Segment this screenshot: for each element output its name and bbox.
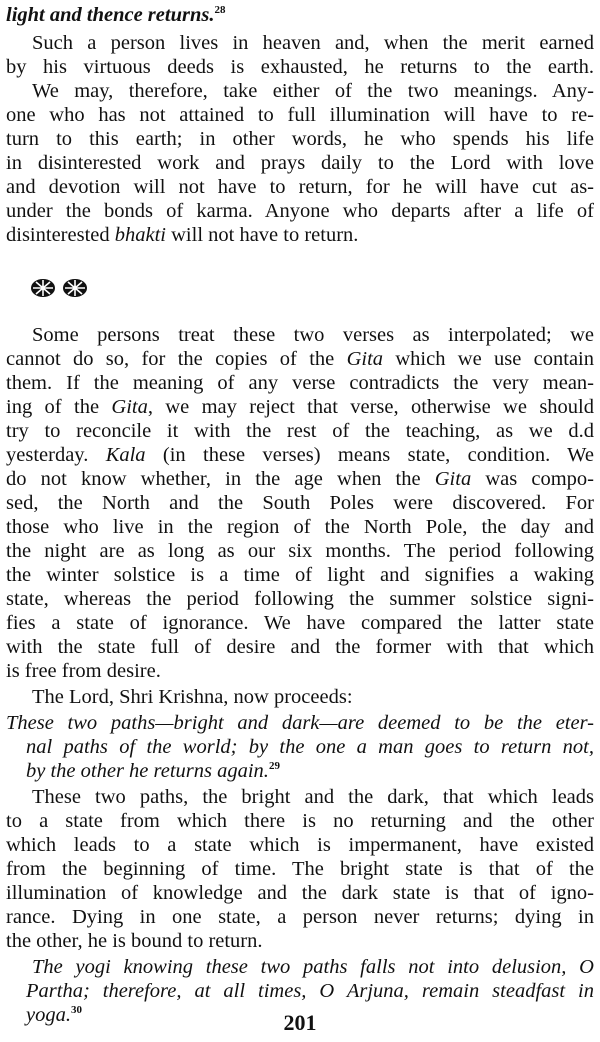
- text-line: ing of the Gita, we may reject that verse, otherwise we should: [6, 396, 594, 418]
- text-line: disinterested bhakti will not have to return.: [6, 224, 359, 246]
- text-line: cannot do so, for the copies of the Gita which we use contain: [6, 348, 594, 370]
- text-line: try to reconcile it with the rest of the teaching, as we d.d: [6, 420, 594, 442]
- text-line: them. If the meaning of any verse contradicts the very mean-: [6, 372, 594, 394]
- text-line: do not know whether, in the age when the Gita was compo-: [6, 468, 594, 490]
- text-line: and devotion will not have to return, for he will have cut as-: [6, 176, 594, 198]
- verse-line: yoga.$^{30}$: [26, 1004, 82, 1026]
- flower-ornament-icon: [62, 278, 88, 298]
- verse-line: The yogi knowing these two paths falls not into delusion, O: [32, 956, 594, 978]
- text-line: one who has not attained to full illumination will have to re-: [6, 104, 594, 126]
- text-line: rance. Dying in one state, a person never returns; dying in: [6, 906, 594, 928]
- text-line: yesterday. Kala (in these verses) means state, condition. We: [6, 444, 594, 466]
- text-line: state, whereas the period following the summer solstice signi-: [6, 588, 594, 610]
- text-line: Some persons treat these two verses as interpolated; we: [32, 324, 594, 346]
- text-line: is free from desire.: [6, 660, 161, 682]
- verse-line: by the other he returns again.$^{29}$: [26, 760, 280, 782]
- text-line: with the state full of desire and the former with that which: [6, 636, 594, 658]
- verse-end-line: light and thence returns.$^{28}$: [6, 4, 226, 26]
- text-line: the night are as long as our six months. The period following: [6, 540, 594, 562]
- text-line: to a state from which there is no returning and the other: [6, 810, 594, 832]
- verse-line: nal paths of the world; by the one a man goes to return not,: [26, 736, 594, 758]
- text-line: which leads to a state which is impermanent, have existed: [6, 834, 594, 856]
- text-line: We may, therefore, take either of the two meanings. Any-: [32, 80, 594, 102]
- flower-ornament-icon: [30, 278, 56, 298]
- text-line: under the bonds of karma. Anyone who departs after a life of: [6, 200, 594, 222]
- verse-line: Partha; therefore, at all times, O Arjuna, remain steadfast in: [26, 980, 594, 1002]
- text-line: those who live in the region of the North Pole, the day and: [6, 516, 594, 538]
- page-number: 201: [283, 1010, 317, 1035]
- text-line: illumination of knowledge and the dark state is that of igno-: [6, 882, 594, 904]
- verse-line: These two paths—bright and dark—are deemed to be the eter-: [6, 712, 594, 734]
- text-line: turn to this earth; in other words, he who spends his life: [6, 128, 594, 150]
- text-line: The Lord, Shri Krishna, now proceeds:: [32, 686, 353, 708]
- text-line: in disinterested work and prays daily to the Lord with love: [6, 152, 594, 174]
- text-line: from the beginning of time. The bright state is that of the: [6, 858, 594, 880]
- section-ornament: [30, 278, 88, 298]
- text-line: by his virtuous deeds is exhausted, he returns to the earth.: [6, 56, 594, 78]
- text-line: These two paths, the bright and the dark, that which leads: [32, 786, 594, 808]
- text-line: fies a state of ignorance. We have compared the latter state: [6, 612, 594, 634]
- text-line: the winter solstice is a time of light and signifies a waking: [6, 564, 594, 586]
- text-line: the other, he is bound to return.: [6, 930, 263, 952]
- text-line: sed, the North and the South Poles were discovered. For: [6, 492, 594, 514]
- text-line: Such a person lives in heaven and, when the merit earned: [32, 32, 594, 54]
